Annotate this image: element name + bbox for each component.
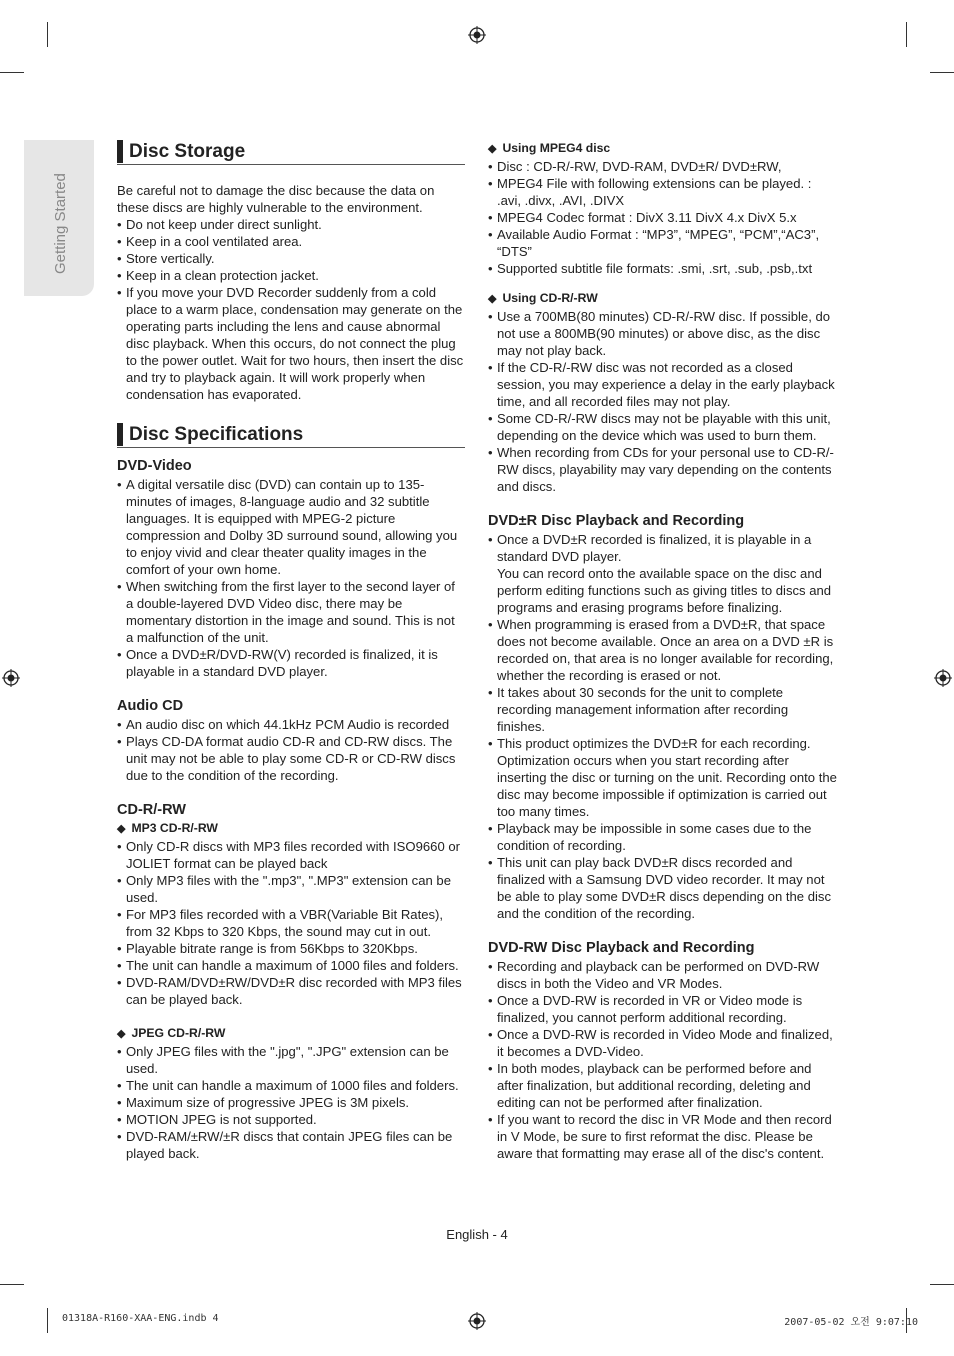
crop-mark: [930, 72, 954, 73]
dvd-video-heading: DVD-Video: [117, 458, 192, 474]
crop-mark: [906, 22, 907, 47]
list-item: • Supported subtitle file formats: .smi, .srt, .sub, .psb,.txt: [488, 260, 838, 277]
audio-cd-heading: Audio CD: [117, 698, 184, 714]
registration-mark-icon: [468, 26, 486, 44]
list-item-text: Once a DVD±R recorded is finalized, it is playable in a standard DVD player.: [497, 532, 812, 564]
mpeg4-list: [488, 158, 838, 277]
diamond-bullet-icon: ◆: [488, 293, 497, 305]
list-item: • For MP3 files recorded with a VBR(Variable Bit Rates), from 32 Kbps to 320 Kbps, the sound may cut in out.: [117, 906, 465, 940]
list-item: [488, 531, 838, 616]
left-column: [117, 140, 465, 1162]
list-item: • Keep in a clean protection jacket.: [117, 267, 465, 284]
list-item: • DVD-RAM/±RW/±R discs that contain JPEG files can be played back.: [117, 1128, 465, 1162]
list-item: • Playback may be impossible in some cases due to the condition of recording.: [488, 820, 838, 854]
disc-storage-intro: Be careful not to damage the disc because the data on these discs are highly vulnerable to the environment.: [117, 183, 435, 215]
disc-storage-header: [117, 140, 465, 165]
list-item: • Recording and playback can be performed on DVD-RW discs in both the Video and VR Modes.: [488, 958, 838, 992]
list-item: • The unit can handle a maximum of 1000 files and folders.: [117, 957, 465, 974]
list-item: • Do not keep under direct sunlight.: [117, 216, 465, 233]
registration-mark-icon: [934, 669, 952, 687]
list-item-note: You can record onto the available space on the disc and perform editing functions such as giving titles to discs and programs and erasing programs before finalizing.: [497, 566, 832, 615]
cd-r-rw-heading: CD-R/-RW: [117, 802, 186, 818]
list-item: • When recording from CDs for your personal use to CD-R/-RW discs, playability may vary depending on the contents and discs.: [488, 444, 838, 495]
jpeg-subheading-label: JPEG CD-R/-RW: [131, 1026, 226, 1040]
crop-mark: [47, 22, 48, 47]
right-column: [488, 140, 838, 1162]
disc-specs-header: [117, 423, 465, 448]
list-item: • Once a DVD-RW is recorded in Video Mode and finalized, it becomes a DVD-Video.: [488, 1026, 838, 1060]
audio-cd-list: [117, 716, 465, 784]
list-item: • The unit can handle a maximum of 1000 files and folders.: [117, 1077, 465, 1094]
list-item: • An audio disc on which 44.1kHz PCM Audio is recorded: [117, 716, 465, 733]
list-item: • If the CD-R/-RW disc was not recorded as a closed session, you may experience a delay in the early playback time, and all recorded files may not play.: [488, 359, 838, 410]
list-item: • This unit can play back DVD±R discs recorded and finalized with a Samsung DVD video recorder. It may not be able to play some DVD±R discs depending on the disc and the condition of the recording.: [488, 854, 838, 922]
cdrw-subheading: [488, 290, 838, 307]
list-item: • Store vertically.: [117, 250, 465, 267]
list-item: • Once a DVD±R/DVD-RW(V) recorded is finalized, it is playable in a standard DVD player.: [117, 646, 465, 680]
dvdrw-list: [488, 958, 838, 1162]
list-item: • MPEG4 Codec format : DivX 3.11 DivX 4.x DivX 5.x: [488, 209, 838, 226]
disc-storage-title: Disc Storage: [129, 141, 246, 162]
list-item: • Maximum size of progressive JPEG is 3M pixels.: [117, 1094, 465, 1111]
side-tab-label: Getting Started: [52, 173, 69, 274]
mp3-list: [117, 838, 465, 1008]
list-item: • When programming is erased from a DVD±R, that space does not become available. Once an area on a DVD ±R is recorded on, that area is no longer available for recording, whether the recording is erased or not.: [488, 616, 838, 684]
list-item: • Available Audio Format : “MP3”, “MPEG”, “PCM”,“AC3”, “DTS”: [488, 226, 838, 260]
list-item: • Some CD-R/-RW discs may not be playable with this unit, depending on the device which was used to burn them.: [488, 410, 838, 444]
list-item: • When switching from the first layer to the second layer of a double-layered DVD Video disc, there may be momentary distortion in the image and sound. This is not a malfunction of the unit.: [117, 578, 465, 646]
list-item: • MOTION JPEG is not supported.: [117, 1111, 465, 1128]
cdrw-subheading-label: Using CD-R/-RW: [502, 291, 598, 305]
mp3-subheading: [117, 820, 465, 837]
disc-specs-title: Disc Specifications: [129, 424, 304, 445]
registration-mark-icon: [468, 1312, 486, 1330]
crop-mark: [0, 1284, 24, 1285]
jpeg-subheading: [117, 1025, 465, 1042]
disc-storage-list: [117, 216, 465, 403]
list-item: • Keep in a cool ventilated area.: [117, 233, 465, 250]
dvdr-heading: DVD±R Disc Playback and Recording: [488, 513, 745, 529]
mpeg4-subheading: [488, 140, 838, 157]
section-side-tab: [24, 140, 94, 296]
cdrw-list: [488, 308, 838, 495]
page-number: English - 4: [446, 1227, 508, 1242]
heading-bar: [117, 140, 123, 163]
mp3-subheading-label: MP3 CD-R/-RW: [131, 821, 218, 835]
crop-mark: [47, 1308, 48, 1333]
heading-bar: [117, 423, 123, 446]
jpeg-list: [117, 1043, 465, 1162]
list-item: • Use a 700MB(80 minutes) CD-R/-RW disc. If possible, do not use a 800MB(90 minutes) or above disc, as the disc may not play back.: [488, 308, 838, 359]
print-slug-file: 01318A-R160-XAA-ENG.indb 4: [62, 1313, 219, 1324]
list-item: • Only MP3 files with the ".mp3", ".MP3" extension can be used.: [117, 872, 465, 906]
list-item: • If you move your DVD Recorder suddenly from a cold place to a warm place, condensation may generate on the operating parts including the lens and cause abnormal disc playback. When this occurs, do not connect the plug to the power outlet. Wait for two hours, then insert the disc and try to playback again. It will work properly when condensation has evaporated.: [117, 284, 465, 403]
crop-mark: [930, 1284, 954, 1285]
mpeg4-subheading-label: Using MPEG4 disc: [502, 141, 611, 155]
crop-mark: [0, 72, 24, 73]
list-item: • This product optimizes the DVD±R for each recording. Optimization occurs when you start recording after inserting the disc or turning on the unit. Recording onto the disc may become impossible if optimization is carried out too many times.: [488, 735, 838, 820]
list-item: • Plays CD-DA format audio CD-R and CD-RW discs. The unit may not be able to play some CD-R or CD-RW discs due to the condition of the recording.: [117, 733, 465, 784]
print-slug-date: 2007-05-02 오전 9:07:10: [784, 1317, 918, 1328]
list-item: • Once a DVD-RW is recorded in VR or Video mode is finalized, you cannot perform additional recording.: [488, 992, 838, 1026]
list-item: • In both modes, playback can be performed before and after finalization, but additional recording, deleting and editing can not be performed after finalization.: [488, 1060, 838, 1111]
list-item: • If you want to record the disc in VR Mode and then record in V Mode, be sure to first reformat the disc. Please be aware that formatting may erase all of the disc's content.: [488, 1111, 838, 1162]
diamond-bullet-icon: ◆: [117, 1028, 126, 1040]
diamond-bullet-icon: ◆: [117, 823, 126, 835]
dvdrw-heading: DVD-RW Disc Playback and Recording: [488, 940, 755, 956]
list-item: • Only JPEG files with the ".jpg", ".JPG" extension can be used.: [117, 1043, 465, 1077]
diamond-bullet-icon: ◆: [488, 143, 497, 155]
list-item: • Only CD-R discs with MP3 files recorded with ISO9660 or JOLIET format can be played back: [117, 838, 465, 872]
list-item: • It takes about 30 seconds for the unit to complete recording management information after recording finishes.: [488, 684, 838, 735]
list-item: • Disc : CD-R/-RW, DVD-RAM, DVD±R/ DVD±RW,: [488, 158, 838, 175]
registration-mark-icon: [2, 669, 20, 687]
list-item: • Playable bitrate range is from 56Kbps to 320Kbps.: [117, 940, 465, 957]
dvdr-list: [488, 531, 838, 922]
list-item: • MPEG4 File with following extensions can be played. : .avi, .divx, .AVI, .DIVX: [488, 175, 838, 209]
dvd-video-list: [117, 476, 465, 680]
list-item: • DVD-RAM/DVD±RW/DVD±R disc recorded with MP3 files can be played back.: [117, 974, 465, 1008]
list-item: • A digital versatile disc (DVD) can contain up to 135-minutes of images, 8-language audio and 32 subtitle languages. It is equipped with MPEG-2 picture compression and Dolby 3D surround sound, allowing you to enjoy vivid and clear theater quality images in the comfort of your own home.: [117, 476, 465, 578]
